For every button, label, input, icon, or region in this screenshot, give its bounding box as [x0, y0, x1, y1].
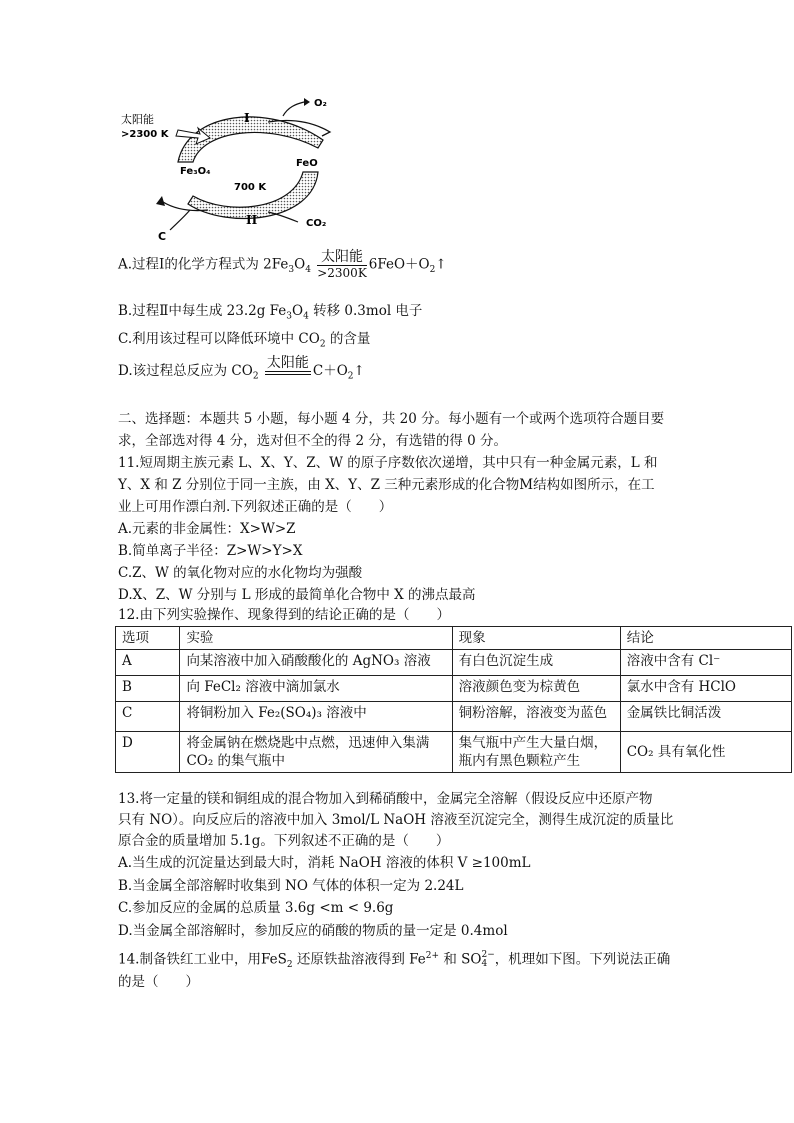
- table-header-row: [116, 627, 792, 650]
- section-2-instructions-2: 求，全部选对得 4 分，选对但不全的得 2 分，有选错的得 0 分。: [118, 433, 508, 449]
- process-2-arc: [188, 172, 318, 218]
- q13-option-b: B.当金属全部溶解时收集到 NO 气体的体积一定为 2.24L: [118, 878, 464, 894]
- cell-phenomenon: 铜粉溶解，溶液变为蓝色: [452, 702, 620, 732]
- q12-stem: 12.由下列实验操作、现象得到的结论正确的是（ ）: [118, 607, 450, 623]
- cell-experiment: 向某溶液中加入硝酸酸化的 AgNO₃ 溶液: [180, 650, 452, 676]
- sun-temp-label: >2300 K: [121, 129, 169, 140]
- o2-label: O₂: [314, 98, 327, 109]
- q13-option-d: D.当金属全部溶解时，参加反应的硝酸的物质的量一定是 0.4mol: [118, 923, 508, 939]
- co2-label: CO₂: [306, 218, 327, 229]
- q13-stem-3: 原合金的质量增加 5.1g。下列叙述不正确的是（ ）: [118, 833, 450, 849]
- temp-label: 700 K: [234, 182, 267, 193]
- reaction-cycle-diagram: [118, 92, 348, 242]
- reaction-condition: 太阳能 >2300K: [317, 249, 367, 280]
- c-arrow: [170, 210, 190, 230]
- cell-phenomenon: 溶液颜色变为棕黄色: [452, 676, 620, 702]
- q11-stem-1: 11.短周期主族元素 L、X、Y、Z、W 的原子序数依次递增，其中只有一种金属元素，L 和: [118, 455, 658, 471]
- q13-stem-2: 只有 NO）。向反应后的溶液中加入 3mol/L NaOH 溶液至沉淀完全，测得生成沉淀的质量比: [118, 812, 674, 828]
- table-row: [116, 702, 792, 732]
- q13-option-c: C.参加反应的金属的总质量 3.6g <m < 9.6g: [118, 900, 394, 916]
- q10-option-d: D.该过程总反应为 $CO_2$ 太阳能 $C+O_2↑$: [118, 355, 365, 382]
- q11-option-a: A.元素的非金属性：X>W>Z: [118, 521, 296, 537]
- q13-stem-1: 13.将一定量的镁和铜组成的混合物加入到稀硝酸中，金属完全溶解（假设反应中还原产物: [118, 791, 653, 807]
- header-option: 选项: [116, 627, 180, 650]
- step-2-label: II: [246, 213, 258, 227]
- cell-option: C: [116, 702, 180, 732]
- q13-option-a: A.当生成的沉淀量达到最大时，消耗 NaOH 溶液的体积 V ≥100mL: [118, 855, 531, 871]
- q14-stem-1: 14.制备铁红工业中，用FeS$_2$ 还原铁盐溶液得到 $Fe^{2+}$ 和 SO 2− 4 ，机理如下图。下列说法正确: [118, 950, 671, 971]
- cell-experiment: 将金属钠在燃烧匙中点燃，迅速伸入集满 CO₂ 的集气瓶中: [180, 732, 452, 773]
- q12-table: [115, 626, 792, 773]
- c-label: C: [158, 230, 167, 242]
- q11-option-c: C.Z、W 的氧化物对应的水化物均为强酸: [118, 565, 363, 581]
- q11-option-d: D.X、Z、W 分别与 L 形成的最简单化合物中 X 的沸点最高: [118, 587, 476, 603]
- q14-stem-2: 的是（ ）: [118, 974, 199, 990]
- cell-option: A: [116, 650, 180, 676]
- header-phenomenon: 现象: [452, 627, 620, 650]
- cell-conclusion: 金属铁比铜活泼: [620, 702, 791, 732]
- o2-arrowhead: [304, 98, 310, 106]
- reaction-condition: 太阳能: [265, 356, 311, 375]
- co2-arrow: [268, 212, 298, 222]
- fe3o4-label: Fe₃O₄: [180, 166, 211, 177]
- cell-conclusion: 溶液中含有 Cl⁻: [620, 650, 791, 676]
- feo-label: FeO: [296, 158, 318, 169]
- cell-conclusion: CO₂ 具有氧化性: [620, 732, 791, 773]
- table-row: [116, 676, 792, 702]
- q10-option-a: A.过程Ⅰ的化学方程式为 $2Fe_3O_4$ 太阳能 >2300K $6FeO+O_2↑$: [118, 249, 447, 280]
- q11-option-b: B.简单离子半径：Z>W>Y>X: [118, 543, 303, 559]
- section-2-instructions-1: 二、选择题：本题共 5 小题，每小题 4 分，共 20 分。每小题有一个或两个选项符合题目要: [118, 411, 665, 427]
- cell-experiment: 将铜粉加入 Fe₂(SO₄)₃ 溶液中: [180, 702, 452, 732]
- q10-option-c: C.利用该过程可以降低环境中 $CO_2$ 的含量: [118, 331, 371, 350]
- cell-experiment: 向 FeCl₂ 溶液中滴加氯水: [180, 676, 452, 702]
- table-row: [116, 650, 792, 676]
- q10-option-b: B.过程Ⅱ中每生成 23.2g $Fe_3O_4$ 转移 0.3mol 电子: [118, 303, 423, 322]
- sun-label: 太阳能: [121, 113, 154, 126]
- cell-phenomenon: 集气瓶中产生大量白烟， 瓶内有黑色颗粒产生: [452, 732, 620, 773]
- process-2-arrowhead: [156, 196, 165, 206]
- cell-option: D: [116, 732, 180, 773]
- header-experiment: 实验: [180, 627, 452, 650]
- header-conclusion: 结论: [620, 627, 791, 650]
- cell-conclusion: 氯水中含有 HClO: [620, 676, 791, 702]
- cell-option: B: [116, 676, 180, 702]
- o2-arrow: [283, 102, 304, 116]
- q11-stem-2: Y、X 和 Z 分别位于同一主族，由 X、Y、Z 三种元素形成的化合物M结构如图所示，在工: [118, 477, 655, 493]
- cell-phenomenon: 有白色沉淀生成: [452, 650, 620, 676]
- step-1-label: I: [244, 111, 250, 125]
- q11-stem-3: 业上可用作漂白剂.下列叙述正确的是（ ）: [118, 499, 393, 515]
- table-row: [116, 732, 792, 773]
